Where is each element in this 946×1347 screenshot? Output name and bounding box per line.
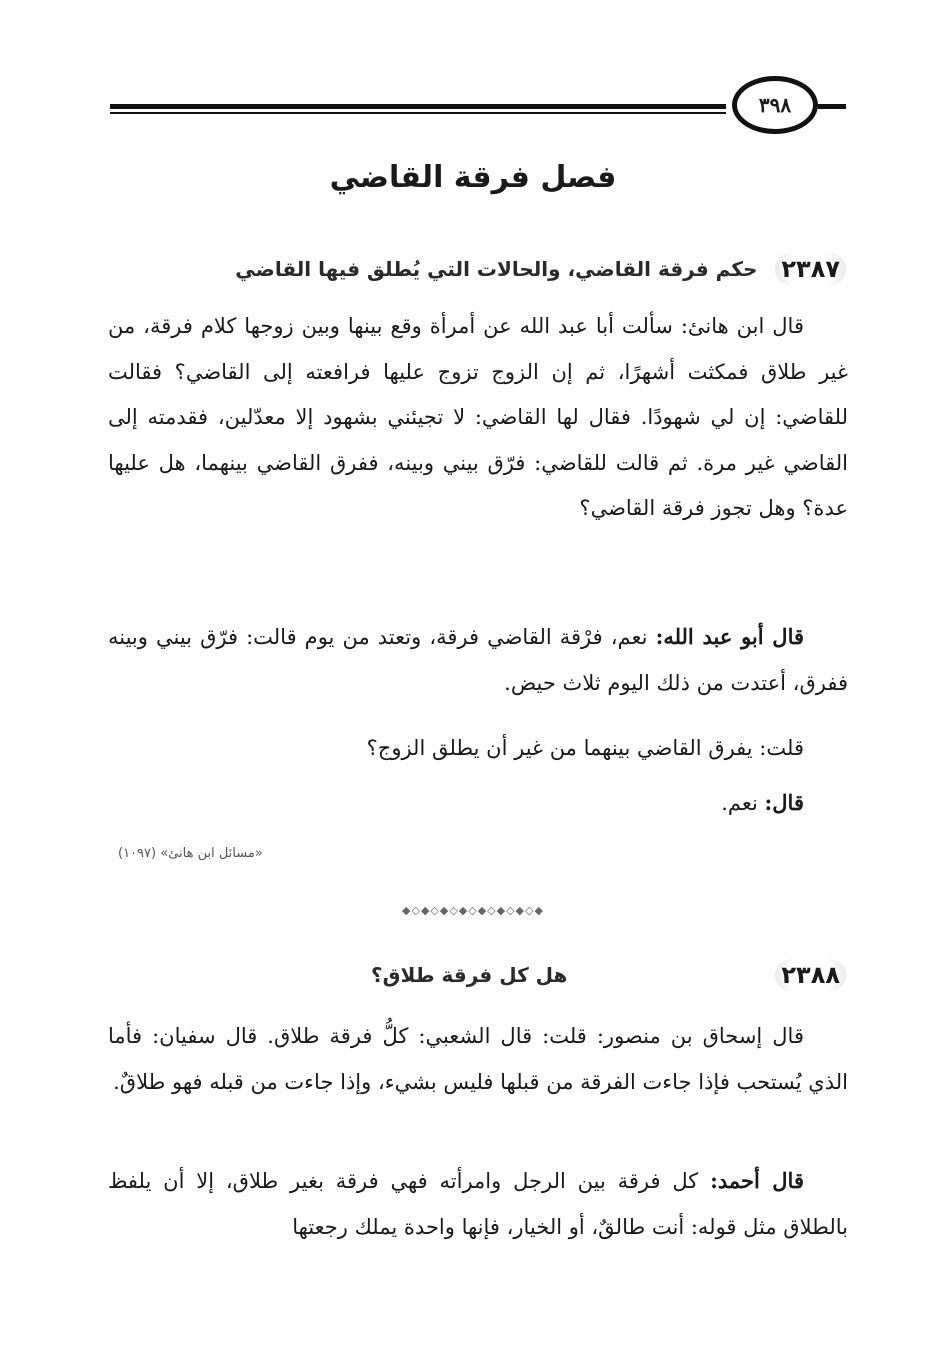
paragraph	[108, 780, 848, 827]
page-number: ٣٩٨	[732, 76, 818, 134]
page-header	[110, 70, 846, 140]
source-citation: «مسائل ابن هانئ» (١٠٩٧)	[118, 846, 263, 861]
paragraph-text: نعم، فرْقة القاضي فرقة، وتعتد من يوم قالت: فرّق بيني وبينه ففرق، أعتدت من ذلك اليوم ثلاث حيض.	[108, 625, 848, 695]
header-rule-thin	[110, 112, 726, 114]
entry-title: حكم فرقة القاضي، والحالات التي يُطلق فيها القاضي	[235, 257, 758, 281]
speaker-label: قال:	[764, 790, 804, 815]
paragraph	[108, 1014, 848, 1105]
paragraph	[108, 304, 848, 532]
entry-title: هل كل فرقة طلاق؟	[371, 963, 568, 987]
entry-heading	[190, 244, 846, 294]
entry-number: ٢٣٨٧	[775, 253, 846, 285]
paragraph-text: كل فرقة بين الرجل وامرأته فهي فرقة بغير طلاق، إلا أن يلفظ بالطلاق مثل قوله: أنت طالقٌ، أو الخيار، فإنها واحدة يملك رجعتها	[108, 1169, 848, 1239]
speaker-label: قال أبو عبد الله:	[655, 624, 804, 649]
paragraph-text: قلت: يفرق القاضي بينهما من غير أن يطلق الزوج؟	[366, 736, 804, 760]
separator-ornament: ◆◇◆◇◆◇◆◇◆◇◆◇◆◇◆	[402, 904, 544, 917]
paragraph	[108, 1158, 848, 1250]
paragraph-text: نعم.	[721, 791, 765, 815]
entry-heading	[190, 950, 846, 1000]
paragraph	[108, 726, 848, 772]
header-rule	[110, 104, 726, 109]
chapter-title: فصل فرقة القاضي	[329, 160, 617, 195]
entry-number: ٢٣٨٨	[775, 959, 846, 991]
speaker-label: قال أحمد:	[710, 1168, 804, 1193]
paragraph-text: قال ابن هانئ: سألت أبا عبد الله عن أمرأة وقع بينها وبين زوجها كلام فرقة، من غير طلاق فمكثت أشهرًا، ثم إن الزوج تزوج عليها فرافعته إلى القاضي؟ فقالت للقاضي: إن لي شهودًا. فقال لها القاضي: لا تجيئني بشهود إلا معدّلين، فقدمته إلى القاضي غير مرة. ثم قالت للقاضي: فرّق بيني وبينه، ففرق القاضي بينهما، هل عليها عدة؟ وهل تجوز فرقة القاضي؟	[108, 314, 848, 520]
header-rule-short	[818, 104, 846, 109]
paragraph	[108, 614, 848, 706]
paragraph-text: قال إسحاق بن منصور: قلت: قال الشعبي: كلُّ فرقة طلاق. قال سفيان: فأما الذي يُستحب فإذا جاءت الفرقة من قبلها فليس بشيء، وإذا جاءت من قبله فهو طلاقٌ.	[108, 1024, 848, 1094]
